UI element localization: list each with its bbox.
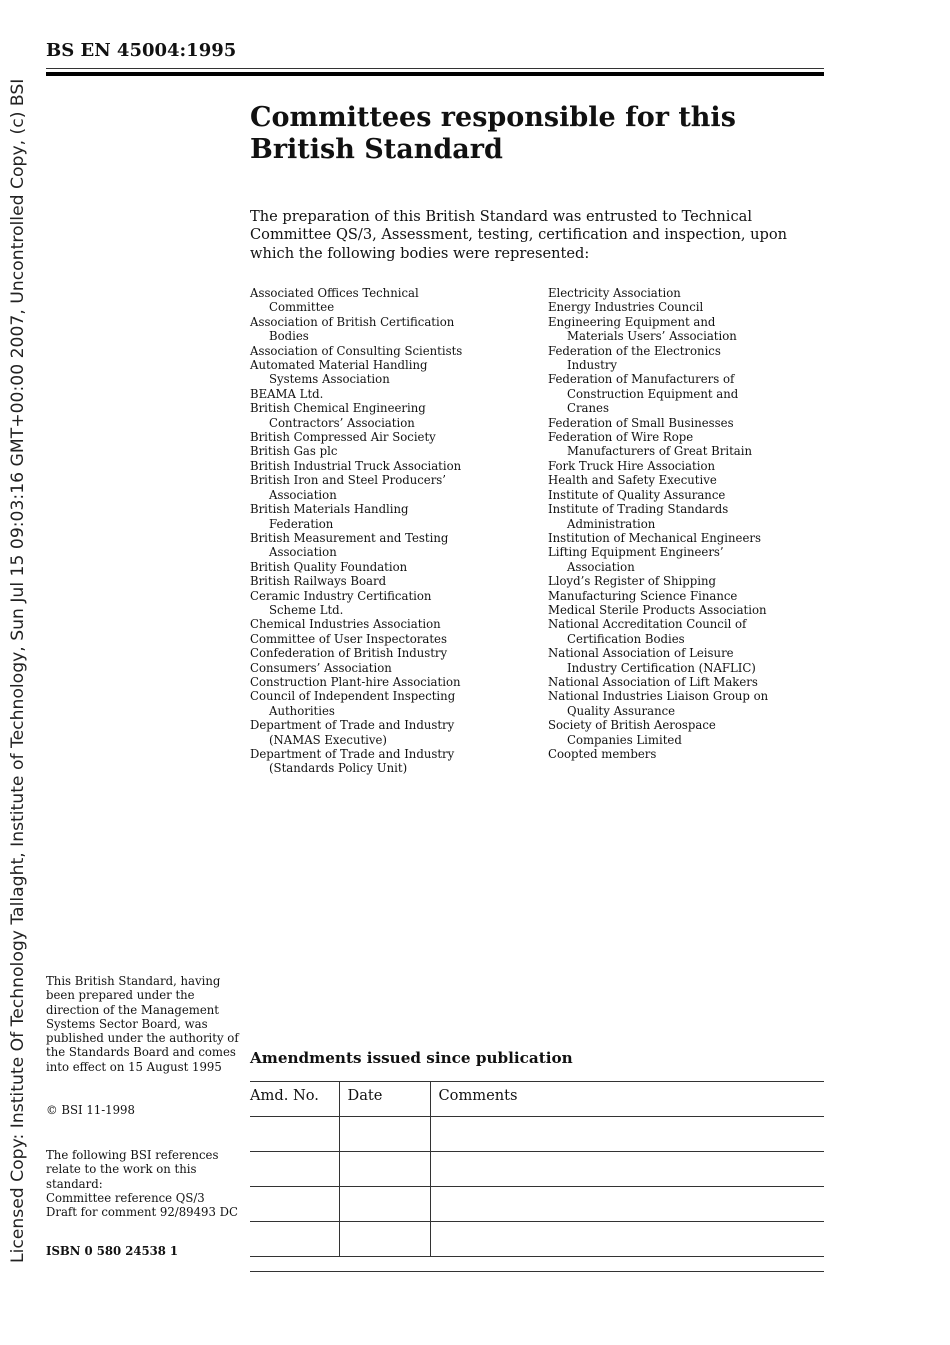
committee-body: BEAMA Ltd. <box>250 386 324 401</box>
committee-body: Department of Trade and Industry (Standards Policy Unit) <box>250 747 455 776</box>
committee-body: Federation of Small Businesses <box>548 415 734 430</box>
committee-body: Manufacturing Science Finance <box>548 588 738 603</box>
copyright-note: © BSI 11-1998 <box>46 1103 135 1117</box>
table-row <box>250 1117 824 1152</box>
committee-body: Department of Trade and Industry (NAMAS Executive) <box>250 718 455 747</box>
col-date: Date <box>339 1082 430 1117</box>
bodies-list-left <box>250 286 540 776</box>
committee-body: British Railways Board <box>250 574 387 589</box>
committee-body: Associated Offices Technical Committee <box>250 286 419 315</box>
committee-body: National Association of Leisure Industry Certification (NAFLIC) <box>548 646 756 675</box>
committee-body: British Measurement and Testing Association <box>250 530 449 560</box>
license-watermark: Licensed Copy: Institute Of Technology Tallaght, Institute of Technology, Sun Jul 15 09:03:16 GMT+00:00 2007, Uncontrolled Copy, (c) BSI <box>8 78 28 1263</box>
bsi-references <box>46 1148 241 1219</box>
committee-body: Federation of Manufacturers of Construction Equipment and Cranes <box>548 372 739 416</box>
amendments-table <box>250 1081 824 1257</box>
committee-body: Engineering Equipment and Materials Users’ Association <box>548 314 737 344</box>
committee-body: Association of Consulting Scientists <box>250 343 463 358</box>
committee-body: Ceramic Industry Certification Scheme Ltd. <box>250 588 432 617</box>
isbn: ISBN 0 580 24538 1 <box>46 1244 179 1258</box>
refs-intro: The following BSI references relate to the work on this standard: <box>46 1148 219 1191</box>
committee-body: Health and Safety Executive <box>548 473 717 488</box>
committee-body: British Compressed Air Society <box>250 430 436 445</box>
committee-body: Committee of User Inspectorates <box>250 631 447 646</box>
amendments-header-row <box>250 1082 824 1117</box>
committee-body: British Quality Foundation <box>250 559 408 574</box>
committee-body: National Industries Liaison Group on Quality Assurance <box>548 689 769 718</box>
committee-body: British Materials Handling Federation <box>250 502 409 531</box>
col-amd-no: Amd. No. <box>250 1082 339 1117</box>
committee-reference: Committee reference QS/3 <box>46 1190 205 1205</box>
committee-body: National Accreditation Council of Certification Bodies <box>548 617 747 646</box>
committee-body: British Iron and Steel Producers’ Association <box>250 473 447 502</box>
table-row <box>250 1152 824 1187</box>
committee-body: British Industrial Truck Association <box>250 458 462 473</box>
committee-body: Fork Truck Hire Association <box>548 458 716 473</box>
committee-body: Lloyd’s Register of Shipping <box>548 574 716 589</box>
committee-body: Federation of the Electronics Industry <box>548 343 721 373</box>
draft-reference: Draft for comment 92/89493 DC <box>46 1205 238 1220</box>
amendments-title: Amendments issued since publication <box>250 1049 573 1067</box>
committee-body: Energy Industries Council <box>548 300 704 315</box>
committee-body: Society of British Aerospace Companies Limited <box>548 718 716 747</box>
standard-id: BS EN 45004:1995 <box>46 40 237 61</box>
page-title <box>250 102 810 166</box>
col-comments: Comments <box>430 1082 824 1117</box>
header-rule-thick <box>46 72 824 76</box>
committee-body: Institution of Mechanical Engineers <box>548 530 761 545</box>
committee-body: Coopted members <box>548 747 657 761</box>
committee-body: Consumers’ Association <box>250 660 392 675</box>
table-row <box>250 1187 824 1222</box>
committee-body: Federation of Wire Rope Manufacturers of Great Britain <box>548 430 752 459</box>
header-rule-thin <box>46 68 824 69</box>
table-row <box>250 1222 824 1257</box>
page-title-line2: British Standard <box>250 134 503 165</box>
bottom-rule <box>250 1271 824 1272</box>
committee-body: British Chemical Engineering Contractors’ Association <box>250 401 426 430</box>
committee-body: Confederation of British Industry <box>250 646 448 661</box>
committee-body: National Association of Lift Makers <box>548 674 758 689</box>
committee-body: Association of British Certification Bodies <box>250 314 455 344</box>
committee-body: British Gas plc <box>250 444 338 459</box>
bodies-list-right <box>548 286 828 761</box>
committee-body: Construction Plant-hire Association <box>250 674 461 689</box>
page-title-line1: Committees responsible for this <box>250 102 736 133</box>
committee-body: Medical Sterile Products Association <box>548 602 767 617</box>
committee-body: Lifting Equipment Engineers’ Association <box>548 545 724 574</box>
committee-body: Institute of Trading Standards Administration <box>548 502 729 531</box>
publication-note: This British Standard, having been prepared under the direction of the Management Systems Sector Board, was published under the authority of the Standards Board and comes into effect on 15 August 1995 <box>46 974 239 1074</box>
committee-body: Chemical Industries Association <box>250 617 441 632</box>
committee-body: Council of Independent Inspecting Authorities <box>250 689 456 718</box>
committee-body: Institute of Quality Assurance <box>548 487 726 502</box>
intro-paragraph: The preparation of this British Standard was entrusted to Technical Committee QS/3, Assessment, testing, certification and inspection, upon which the following bodies were represented: <box>250 208 788 262</box>
committee-body: Automated Material Handling Systems Association <box>250 358 428 387</box>
committee-body: Electricity Association <box>548 286 681 300</box>
